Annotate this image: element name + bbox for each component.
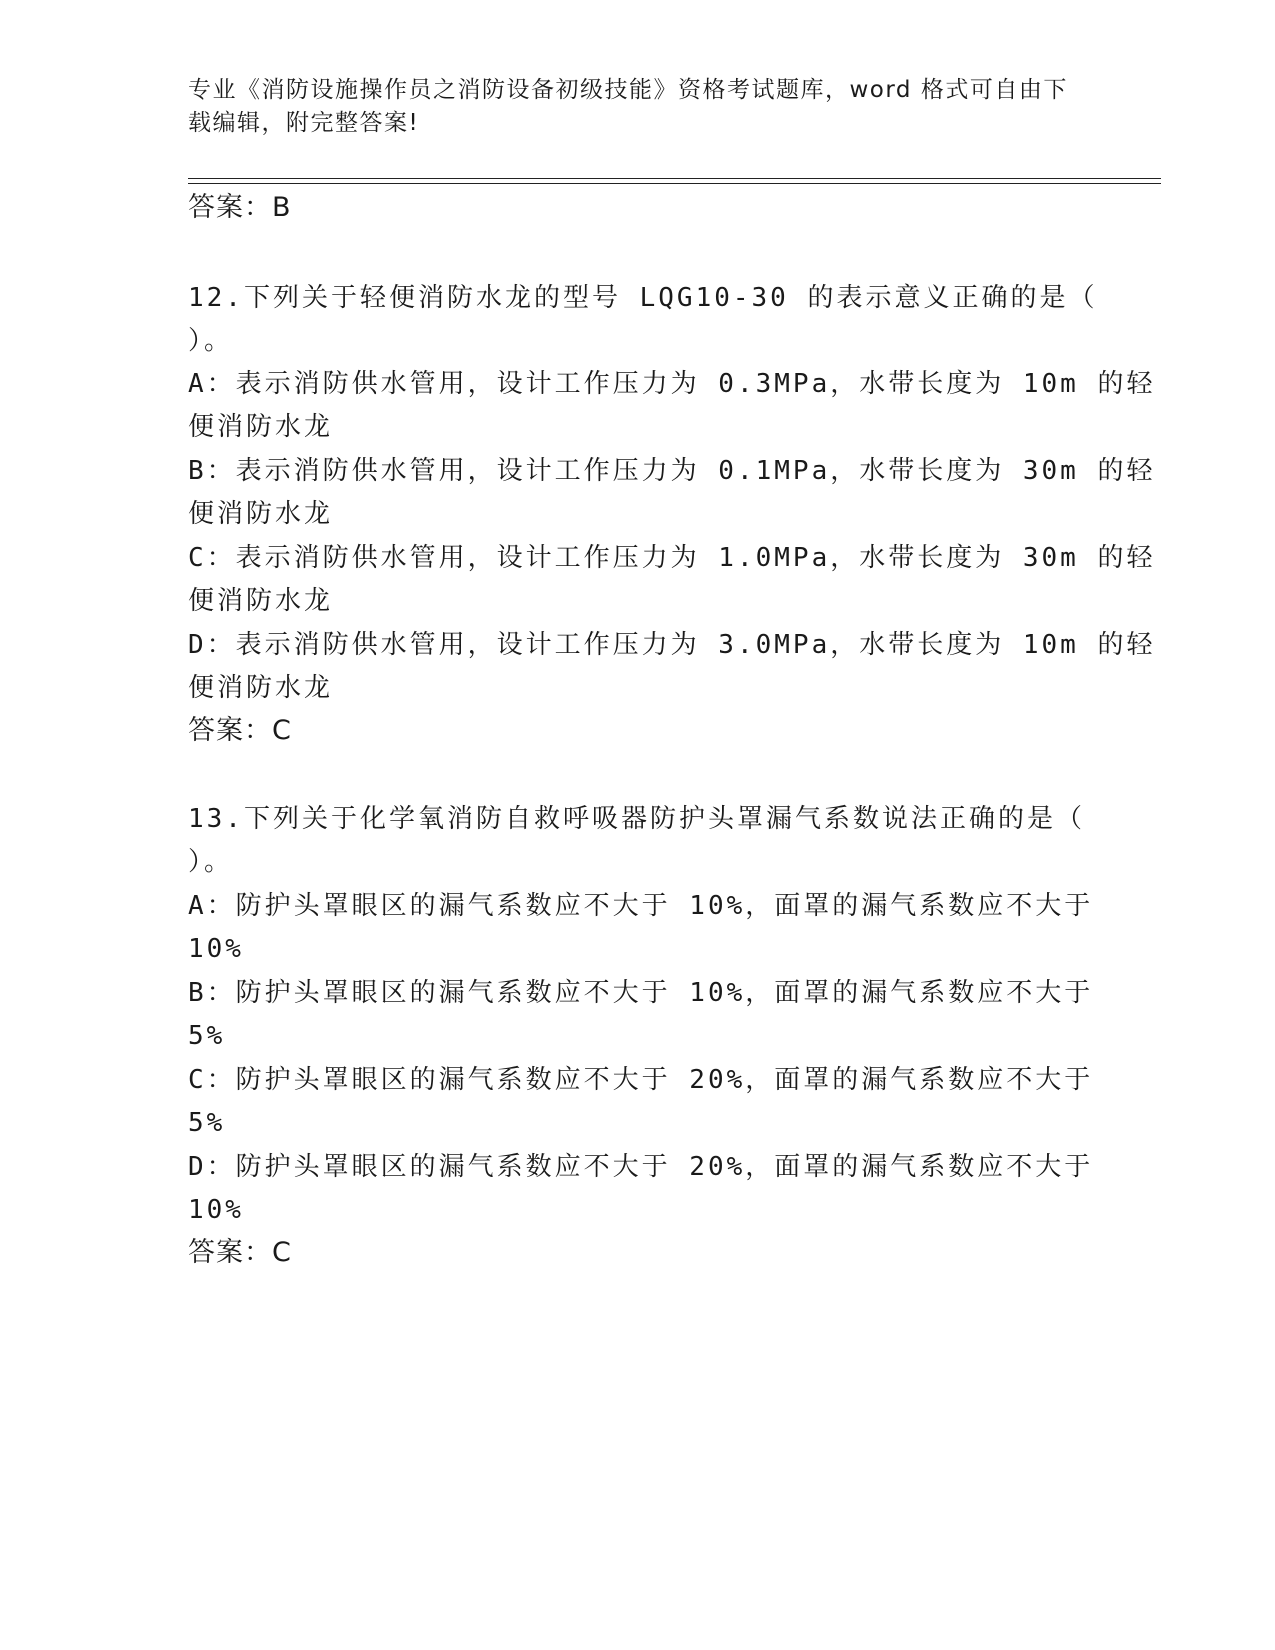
option-c-line-1: C：表示消防供水管用，设计工作压力为 1.0MPa，水带长度为 30m 的轻 (188, 543, 1156, 573)
question-answer: 答案：C (188, 715, 292, 746)
option-c-line-2: 5% (188, 1108, 226, 1138)
document-header (188, 74, 1088, 140)
question-stem-line-2: ）。 (188, 847, 234, 877)
header-line-1: 专业《消防设施操作员之消防设备初级技能》资格考试题库，word 格式可自由下 (188, 77, 1068, 103)
question-answer: 答案：C (188, 1237, 292, 1268)
option-a-line-1: A：防护头罩眼区的漏气系数应不大于 10%，面罩的漏气系数应不大于 (188, 891, 1094, 921)
option-a-line-2: 便消防水龙 (188, 412, 334, 442)
question-stem-line-1: 12.下列关于轻便消防水龙的型号 LQG10-30 的表示意义正确的是（ (188, 283, 1098, 313)
question-stem-line-1: 13.下列关于化学氧消防自救呼吸器防护头罩漏气系数说法正确的是（ (188, 804, 1085, 834)
option-d-line-2: 便消防水龙 (188, 673, 334, 703)
option-d-line-1: D：防护头罩眼区的漏气系数应不大于 20%，面罩的漏气系数应不大于 (188, 1152, 1094, 1182)
option-c-line-1: C：防护头罩眼区的漏气系数应不大于 20%，面罩的漏气系数应不大于 (188, 1065, 1094, 1095)
option-a-line-2: 10% (188, 934, 244, 964)
option-d-line-2: 10% (188, 1195, 244, 1225)
option-b-line-1: B：防护头罩眼区的漏气系数应不大于 10%，面罩的漏气系数应不大于 (188, 978, 1094, 1008)
question-stem-line-2: ）。 (188, 326, 234, 356)
option-b-line-2: 便消防水龙 (188, 499, 334, 529)
header-divider-bottom (188, 183, 1161, 184)
option-b-line-2: 5% (188, 1021, 226, 1051)
option-a-line-1: A：表示消防供水管用，设计工作压力为 0.3MPa，水带长度为 10m 的轻 (188, 369, 1156, 399)
option-b-line-1: B：表示消防供水管用，设计工作压力为 0.1MPa，水带长度为 30m 的轻 (188, 456, 1156, 486)
previous-answer: 答案：B (188, 192, 292, 223)
option-d-line-1: D：表示消防供水管用，设计工作压力为 3.0MPa，水带长度为 10m 的轻 (188, 630, 1156, 660)
option-c-line-2: 便消防水龙 (188, 586, 334, 616)
header-line-2: 载编辑，附完整答案! (188, 110, 420, 136)
header-divider-top (188, 178, 1161, 179)
